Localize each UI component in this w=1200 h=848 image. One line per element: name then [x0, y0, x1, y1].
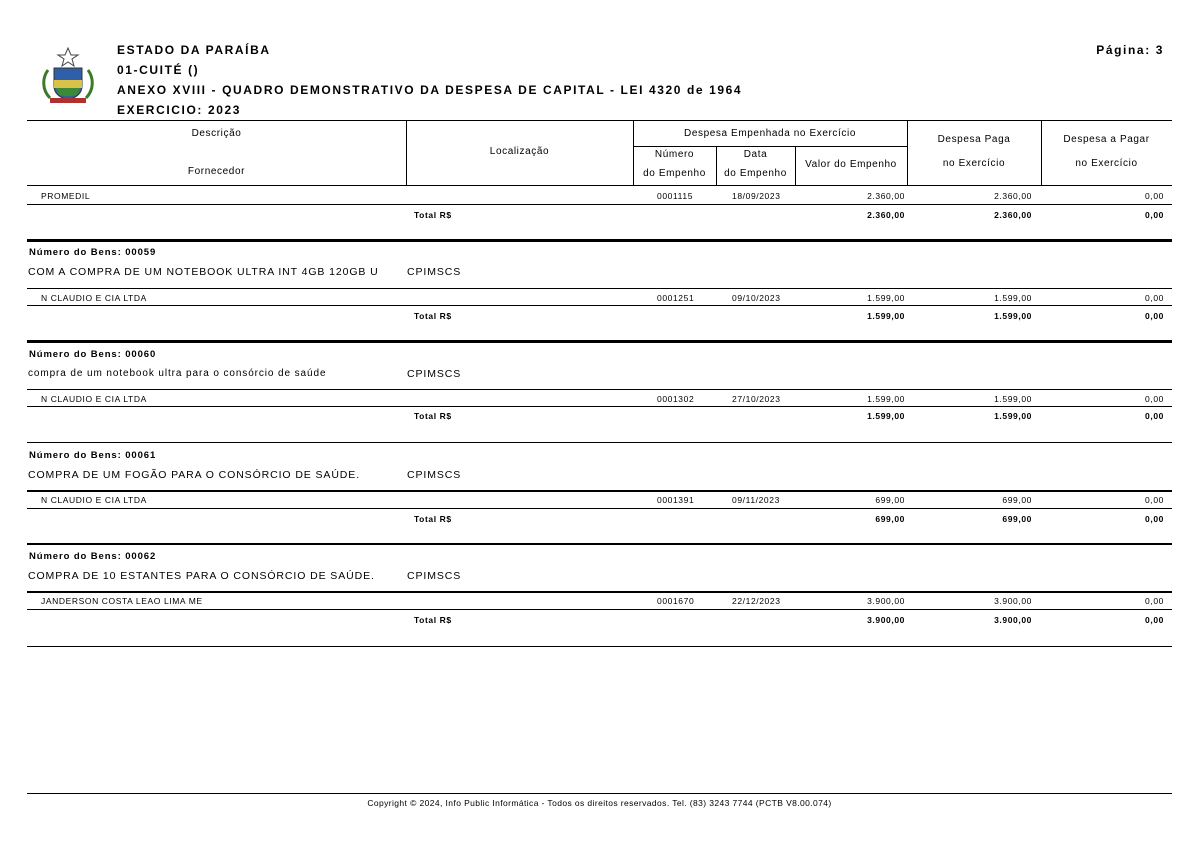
empenho-number: 0001115 — [657, 191, 694, 201]
empenho-date: 09/11/2023 — [732, 495, 780, 505]
fornecedor-name: N CLAUDIO E CIA LTDA — [41, 293, 147, 303]
total-rule — [27, 305, 1172, 306]
total-empenho-value: 1.599,00 — [867, 411, 905, 421]
state-name: ESTADO DA PARAÍBA — [117, 43, 271, 57]
bens-number: Número do Bens: 00062 — [29, 551, 157, 562]
bens-location: CPIMSCS — [407, 266, 462, 278]
total-paid-value: 3.900,00 — [994, 615, 1032, 625]
to-pay-value: 0,00 — [1145, 293, 1164, 303]
col-data-line1: Data — [743, 149, 768, 160]
bens-location: CPIMSCS — [407, 469, 462, 481]
state-coat-of-arms-icon — [38, 46, 98, 106]
report-title: ANEXO XVIII - QUADRO DEMONSTRATIVO DA DESPESA DE CAPITAL - LEI 4320 de 1964 — [117, 83, 743, 97]
fornecedor-name: N CLAUDIO E CIA LTDA — [41, 394, 147, 404]
bens-location: CPIMSCS — [407, 570, 462, 582]
copyright-footer: Copyright © 2024, Info Public Informática - Todos os direitos reservados. Tel. (83) 3243 7744 (PCTB V8.00.074) — [367, 798, 832, 808]
total-empenho-value: 1.599,00 — [867, 311, 905, 321]
total-empenho-value: 2.360,00 — [867, 210, 905, 220]
group-separator — [27, 340, 1172, 343]
paid-value: 3.900,00 — [994, 596, 1032, 606]
fornecedor-rule — [27, 591, 1172, 593]
to-pay-value: 0,00 — [1145, 495, 1164, 505]
paid-value: 1.599,00 — [994, 394, 1032, 404]
total-label: Total R$ — [414, 615, 452, 625]
empenho-date: 09/10/2023 — [732, 293, 781, 303]
col-numero-line2: do Empenho — [643, 168, 706, 179]
total-to-pay-value: 0,00 — [1145, 615, 1164, 625]
empenho-number: 0001251 — [657, 293, 695, 303]
bens-number: Número do Bens: 00060 — [29, 349, 157, 360]
col-empenhada-group: Despesa Empenhada no Exercício — [684, 128, 856, 139]
total-empenho-value: 699,00 — [875, 514, 905, 524]
bens-description: COM A COMPRA DE UM NOTEBOOK ULTRA INT 4GB 120GB U — [28, 266, 379, 278]
total-to-pay-value: 0,00 — [1145, 311, 1164, 321]
bens-location: CPIMSCS — [407, 368, 462, 380]
empenho-date: 18/09/2023 — [732, 191, 781, 201]
empenho-value: 2.360,00 — [867, 191, 905, 201]
total-paid-value: 2.360,00 — [994, 210, 1032, 220]
col-fornecedor: Fornecedor — [187, 166, 246, 177]
total-label: Total R$ — [414, 411, 452, 421]
fornecedor-name: N CLAUDIO E CIA LTDA — [41, 495, 147, 505]
col-numero-line1: Número — [654, 149, 695, 160]
to-pay-value: 0,00 — [1145, 596, 1164, 606]
header-top-rule — [27, 120, 1172, 121]
table-end-rule — [27, 646, 1172, 647]
fornecedor-name: JANDERSON COSTA LEAO LIMA ME — [41, 596, 203, 606]
to-pay-value: 0,00 — [1145, 191, 1164, 201]
col-pagar-line2: no Exercício — [1075, 158, 1138, 169]
total-label: Total R$ — [414, 210, 452, 220]
empenho-value: 1.599,00 — [867, 394, 905, 404]
total-label: Total R$ — [414, 514, 452, 524]
total-rule — [27, 508, 1172, 509]
bens-description: COMPRA DE UM FOGÃO PARA O CONSÓRCIO DE SAÚDE. — [28, 469, 361, 481]
fornecedor-name: PROMEDIL — [41, 191, 91, 201]
total-rule — [27, 204, 1172, 205]
bens-description: COMPRA DE 10 ESTANTES PARA O CONSÓRCIO DE SAÚDE. — [28, 570, 375, 582]
exercise-year: EXERCICIO: 2023 — [117, 103, 242, 117]
to-pay-value: 0,00 — [1145, 394, 1164, 404]
page-number: Página: 3 — [1096, 43, 1164, 57]
total-paid-value: 1.599,00 — [994, 411, 1032, 421]
total-rule — [27, 406, 1172, 407]
empenho-number: 0001391 — [657, 495, 695, 505]
col-valor: Valor do Empenho — [805, 159, 897, 170]
total-to-pay-value: 0,00 — [1145, 411, 1164, 421]
total-paid-value: 1.599,00 — [994, 311, 1032, 321]
empenho-date: 22/12/2023 — [732, 596, 781, 606]
fornecedor-rule — [27, 389, 1172, 390]
empenho-value: 1.599,00 — [867, 293, 905, 303]
paid-value: 1.599,00 — [994, 293, 1032, 303]
group-separator — [27, 442, 1172, 443]
col-localizacao: Localização — [489, 146, 550, 157]
empenho-number: 0001302 — [657, 394, 695, 404]
col-pagar-line1: Despesa a Pagar — [1063, 134, 1150, 145]
total-rule — [27, 609, 1172, 610]
empenho-value: 699,00 — [875, 495, 905, 505]
entity-name: 01-CUITÉ () — [117, 63, 200, 77]
fornecedor-rule — [27, 288, 1172, 289]
group-separator — [27, 543, 1172, 545]
col-descricao: Descrição — [191, 128, 242, 139]
header-bottom-rule — [27, 185, 1172, 186]
bens-number: Número do Bens: 00059 — [29, 247, 157, 258]
col-data-line2: do Empenho — [724, 168, 787, 179]
col-paga-line1: Despesa Paga — [937, 134, 1011, 145]
total-empenho-value: 3.900,00 — [867, 615, 905, 625]
total-to-pay-value: 0,00 — [1145, 514, 1164, 524]
bens-number: Número do Bens: 00061 — [29, 450, 157, 461]
empenho-date: 27/10/2023 — [732, 394, 781, 404]
fornecedor-rule — [27, 490, 1172, 492]
total-label: Total R$ — [414, 311, 452, 321]
empenho-number: 0001670 — [657, 596, 695, 606]
bens-description: compra de um notebook ultra para o consórcio de saúde — [28, 368, 327, 379]
col-paga-line2: no Exercício — [942, 158, 1006, 169]
total-paid-value: 699,00 — [1002, 514, 1032, 524]
footer-rule — [27, 793, 1172, 794]
paid-value: 2.360,00 — [994, 191, 1032, 201]
group-separator — [27, 239, 1172, 242]
empenho-value: 3.900,00 — [867, 596, 905, 606]
total-to-pay-value: 0,00 — [1145, 210, 1164, 220]
paid-value: 699,00 — [1002, 495, 1032, 505]
